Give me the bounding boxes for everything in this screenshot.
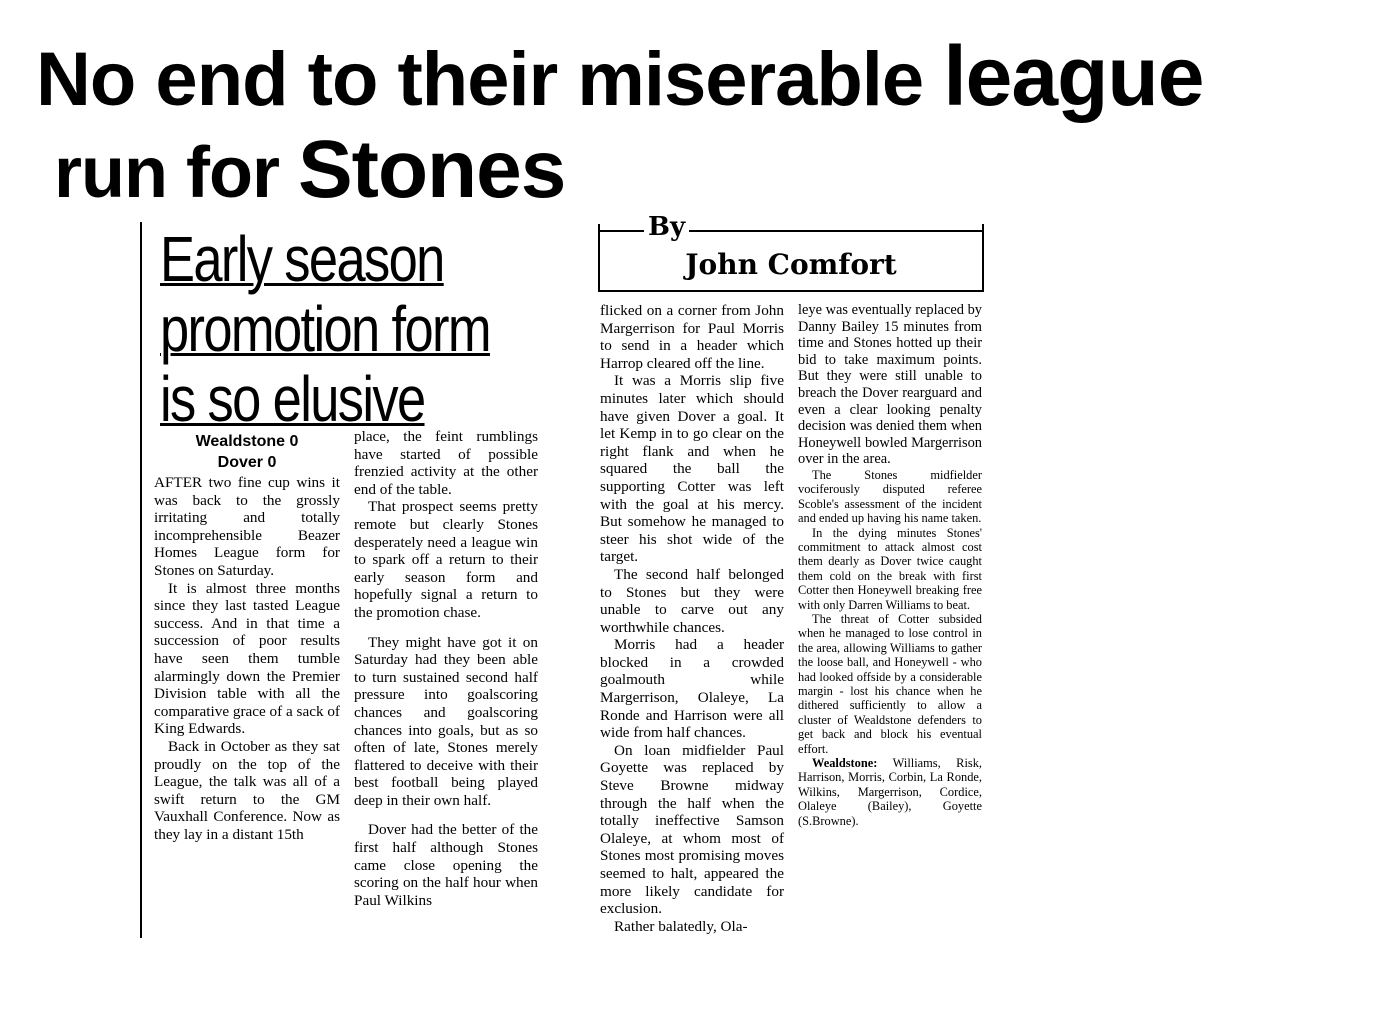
newspaper-clipping (140, 212, 984, 938)
paragraph: Dover had the better of the first half although Stones came close opening the scoring on the half hour when Paul Wilkins (354, 821, 538, 909)
headline-line-1 (36, 29, 1204, 123)
paragraph: In the dying minutes Stones' commitment to attack almost cost them dearly as Dover twice caught them cold on the break with first Cotter then Honeywell breaking free with only Darren Williams to beat. (798, 525, 982, 612)
article-column-3 (600, 302, 784, 935)
headline-line-2-start: run for (54, 133, 298, 213)
article-column-2 (354, 428, 538, 909)
paragraph: It is almost three months since they last tasted League success. And in that time a succession of poor results have seen them tumble alarmingly down the Premier Division table with all the comparative grace of a sack of King Edwards. (154, 579, 340, 738)
paragraph: The Stones midfielder vociferously disputed referee Scoble's assessment of the incident and ended up having his name taken. (798, 467, 982, 526)
score-home: Wealdstone 0 (195, 433, 299, 450)
headline-line-1-start: No end to their miserable (36, 37, 944, 122)
paragraph: That prospect seems pretty remote but clearly Stones desperately need a league win to spark off a return to their early season form and hopefully signal a return to the promotion chase. (354, 498, 538, 621)
headline-line-2 (54, 124, 566, 215)
paragraph: It was a Morris slip five minutes later which should have given Dover a goal. It let Kemp in to go clear on the right flank and when he squared the ball the supporting Cotter was left with the goal at his mercy. But somehow he managed to steer his shot wide of the target. (600, 372, 784, 566)
lineup-team: Wealdstone: (812, 756, 878, 771)
paragraph: The second half belonged to Stones but they were unable to carve out any worthwhile chances. (600, 565, 784, 636)
subheadline-line-3: is so elusive (160, 363, 425, 435)
paragraph: The threat of Cotter subsided when he managed to lose control in the area, allowing Williams to gather the loose ball, and Honeywell - who had looked offside by a considerable margin - lost his chance when he dithered sufficiently to allow a cluster of Wealdstone defenders to get back and block his eventual effort. (798, 612, 982, 756)
article-column-1 (154, 432, 340, 843)
lineup (798, 756, 982, 828)
headline-line-1-end: league (943, 29, 1204, 123)
paragraph: Back in October as they sat proudly on the top of the League, the talk was all of a swift return to the GM Vauxhall Conference. Now as they lay in a distant 15th (154, 737, 340, 843)
byline-box (598, 212, 984, 292)
paragraph: On loan midfielder Paul Goyette was replaced by Steve Browne midway through the half when the totally ineffective Samson Olaleye, at whom most of Stones most promising moves seemed to halt, appeared the more likely candidate for exclusion. (600, 741, 784, 918)
lineup-players: Williams, Risk, Harrison, Morris, Corbin, La Ronde, Wilkins, Margerrison, Cordice, Olaleye (Bailey), Goyette (S.Browne). (798, 756, 982, 828)
byline-by: By (644, 212, 689, 242)
headline-line-2-end: Stones (297, 124, 566, 215)
subheadline-line-2: promotion form (160, 293, 490, 365)
paragraph: leye was eventually replaced by Danny Bailey 15 minutes from time and Stones hotted up their bid to take maximum points. But they were still unable to breach the Dover rearguard and even a clear looking penalty decision was denied them when Honeywell bowled Margerrison over in the area. (798, 302, 982, 468)
paragraph: Rather balatedly, Ola- (614, 917, 748, 935)
paragraph: flicked on a corner from John Margerrison for Paul Morris to send in a header which Harrop cleared off the line. (600, 302, 784, 372)
article-column-4 (798, 302, 982, 828)
paragraph: place, the feint rumblings have started of possible frenzied activity at the other end of the table. (354, 428, 538, 498)
score-away: Dover 0 (217, 454, 277, 471)
subheadline-line-1: Early season (160, 223, 444, 295)
subheadline (160, 224, 490, 434)
paragraph: AFTER two fine cup wins it was back to the grossly irritating and totally incomprehensible Beazer Homes League form for Stones on Saturday. (154, 474, 340, 579)
byline-author: John Comfort (685, 248, 897, 281)
paragraph: They might have got it on Saturday had they been able to turn sustained second half pressure into goalscoring chances and goalscoring chances into goals, but as so often of late, Stones merely flattered to deceive with their best football being played deep in their own half. (354, 633, 538, 809)
paragraph: Morris had a header blocked in a crowded goalmouth while Margerrison, Olaleye, La Ronde and Harrison were all wide from half chances. (600, 636, 784, 742)
